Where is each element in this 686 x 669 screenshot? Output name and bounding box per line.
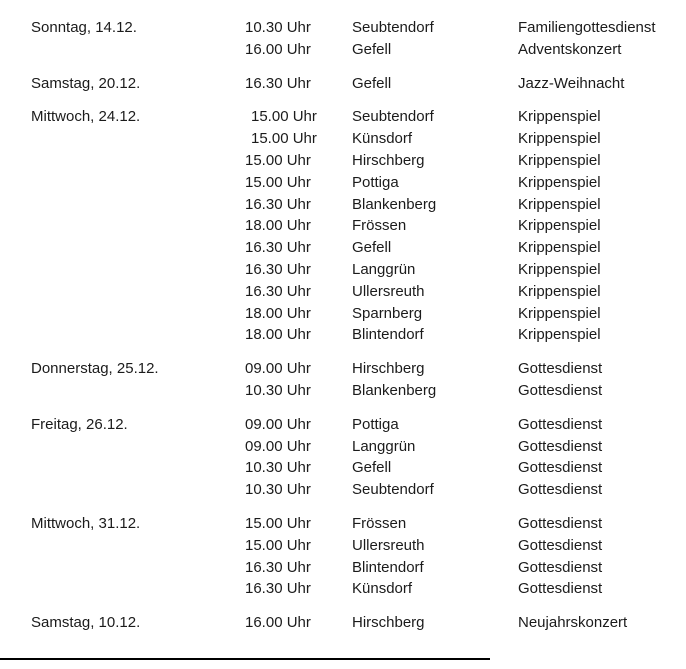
time-cell: 16.30 Uhr (245, 580, 311, 598)
date-cell (31, 535, 245, 557)
schedule-block (0, 414, 686, 501)
place-cell: Sparnberg (352, 304, 423, 322)
date-cell (31, 281, 245, 303)
time-cell: 15.00 Uhr (251, 130, 317, 148)
place-cell: Hirschberg (352, 614, 425, 632)
time-cell: 16.30 Uhr (245, 239, 311, 257)
event-cell: Krippenspiel (518, 217, 601, 235)
date-cell: Mittwoch, 31.12. (31, 514, 141, 532)
schedule-row (0, 39, 686, 61)
date-cell (31, 479, 245, 501)
place-cell: Künsdorf (352, 580, 413, 598)
event-cell: Neujahrskonzert (518, 614, 628, 632)
place-cell: Pottiga (352, 173, 399, 191)
place-cell: Hirschberg (352, 360, 425, 378)
time-cell: 16.00 Uhr (245, 614, 311, 632)
time-cell: 15.00 Uhr (245, 536, 311, 554)
schedule-row (0, 128, 686, 150)
date-cell: Mittwoch, 24.12. (31, 108, 141, 126)
time-cell: 15.00 Uhr (245, 173, 311, 191)
time-cell: 16.30 Uhr (245, 195, 311, 213)
date-cell (31, 303, 245, 325)
date-cell (31, 324, 245, 346)
date-cell: Freitag, 26.12. (31, 415, 128, 433)
event-cell: Krippenspiel (518, 108, 601, 126)
place-cell: Langgrün (352, 437, 416, 455)
time-cell: 18.00 Uhr (245, 326, 311, 344)
event-cell: Gottesdienst (518, 536, 603, 554)
event-cell: Gottesdienst (518, 459, 603, 477)
schedule-block (0, 513, 686, 600)
time-cell: 09.00 Uhr (245, 437, 311, 455)
date-cell: Sonntag, 14.12. (31, 19, 137, 36)
schedule-row (0, 106, 686, 128)
schedule-row (0, 17, 686, 39)
schedule-row (0, 358, 686, 380)
time-cell: 10.30 Uhr (245, 381, 311, 399)
place-cell: Gefell (352, 459, 392, 477)
time-cell: 10.30 Uhr (245, 481, 311, 499)
schedule-row (0, 457, 686, 479)
time-cell: 18.00 Uhr (245, 304, 311, 322)
event-cell: Gottesdienst (518, 558, 603, 576)
place-cell: Langgrün (352, 260, 416, 278)
date-cell (31, 578, 245, 600)
event-cell: Krippenspiel (518, 326, 601, 344)
event-cell: Krippenspiel (518, 173, 601, 191)
place-cell: Pottiga (352, 415, 399, 433)
date-cell (31, 128, 245, 150)
event-cell: Jazz-Weihnacht (518, 74, 625, 92)
date-cell: Donnerstag, 25.12. (31, 360, 159, 378)
date-cell (31, 259, 245, 281)
place-cell: Blankenberg (352, 381, 437, 399)
schedule-row (0, 414, 686, 436)
event-cell: Adventskonzert (518, 40, 622, 58)
date-cell (31, 172, 245, 194)
schedule-row (0, 324, 686, 346)
place-cell: Gefell (352, 74, 392, 92)
schedule-row (0, 578, 686, 600)
event-cell: Krippenspiel (518, 282, 601, 300)
schedule-block (0, 73, 686, 95)
schedule-row (0, 259, 686, 281)
schedule-row (0, 237, 686, 259)
event-cell: Gottesdienst (518, 580, 603, 598)
event-cell: Krippenspiel (518, 304, 601, 322)
event-cell: Krippenspiel (518, 239, 601, 257)
place-cell: Ullersreuth (352, 282, 425, 300)
schedule-row (0, 380, 686, 402)
schedule-row (0, 281, 686, 303)
time-cell: 16.00 Uhr (245, 40, 311, 58)
time-cell: 09.00 Uhr (245, 415, 311, 433)
schedule-row (0, 557, 686, 579)
place-cell: Blintendorf (352, 326, 424, 344)
schedule-row (0, 194, 686, 216)
date-cell (31, 436, 245, 458)
place-cell: Hirschberg (352, 151, 425, 169)
date-cell (31, 150, 245, 172)
date-cell (31, 39, 245, 61)
event-cell: Krippenspiel (518, 151, 601, 169)
time-cell: 15.00 Uhr (251, 108, 317, 126)
time-cell: 10.30 Uhr (245, 459, 311, 477)
schedule-row (0, 150, 686, 172)
schedule-row (0, 612, 686, 634)
time-cell: 16.30 Uhr (245, 558, 311, 576)
event-cell: Krippenspiel (518, 130, 601, 148)
schedule-block (0, 17, 686, 61)
date-cell (31, 557, 245, 579)
schedule-block (0, 358, 686, 402)
event-cell: Gottesdienst (518, 514, 603, 532)
schedule-row (0, 479, 686, 501)
place-cell: Frössen (352, 514, 407, 532)
event-cell: Krippenspiel (518, 260, 601, 278)
time-cell: 16.30 Uhr (245, 260, 311, 278)
place-cell: Seubtendorf (352, 108, 434, 126)
event-cell: Gottesdienst (518, 360, 603, 378)
schedule-row (0, 215, 686, 237)
date-cell (31, 237, 245, 259)
place-cell: Gefell (352, 40, 392, 58)
time-cell: 16.30 Uhr (245, 74, 311, 92)
date-cell (31, 380, 245, 402)
date-cell (31, 215, 245, 237)
schedule-row (0, 436, 686, 458)
schedule-row (0, 513, 686, 535)
date-cell: Samstag, 10.12. (31, 614, 141, 632)
time-cell: 15.00 Uhr (245, 151, 311, 169)
date-cell (31, 457, 245, 479)
date-cell: Samstag, 20.12. (31, 74, 141, 92)
place-cell: Frössen (352, 217, 407, 235)
event-cell: Gottesdienst (518, 481, 603, 499)
place-cell: Künsdorf (352, 130, 413, 148)
schedule-row (0, 535, 686, 557)
event-cell: Gottesdienst (518, 381, 603, 399)
place-cell: Blintendorf (352, 558, 424, 576)
time-cell: 09.00 Uhr (245, 360, 311, 378)
schedule-row (0, 73, 686, 95)
schedule-row (0, 303, 686, 325)
time-cell: 15.00 Uhr (245, 514, 311, 532)
time-cell: 10.30 Uhr (245, 19, 311, 36)
place-cell: Seubtendorf (352, 481, 434, 499)
event-cell: Familiengottesdienst (518, 19, 656, 36)
bottom-rule (0, 658, 490, 660)
time-cell: 18.00 Uhr (245, 217, 311, 235)
schedule-block (0, 612, 686, 634)
place-cell: Blankenberg (352, 195, 437, 213)
schedule-row (0, 172, 686, 194)
schedule-block (0, 106, 686, 346)
event-cell: Gottesdienst (518, 437, 603, 455)
place-cell: Gefell (352, 239, 392, 257)
event-cell: Krippenspiel (518, 195, 601, 213)
event-cell: Gottesdienst (518, 415, 603, 433)
time-cell: 16.30 Uhr (245, 282, 311, 300)
place-cell: Seubtendorf (352, 19, 434, 36)
place-cell: Ullersreuth (352, 536, 425, 554)
date-cell (31, 194, 245, 216)
